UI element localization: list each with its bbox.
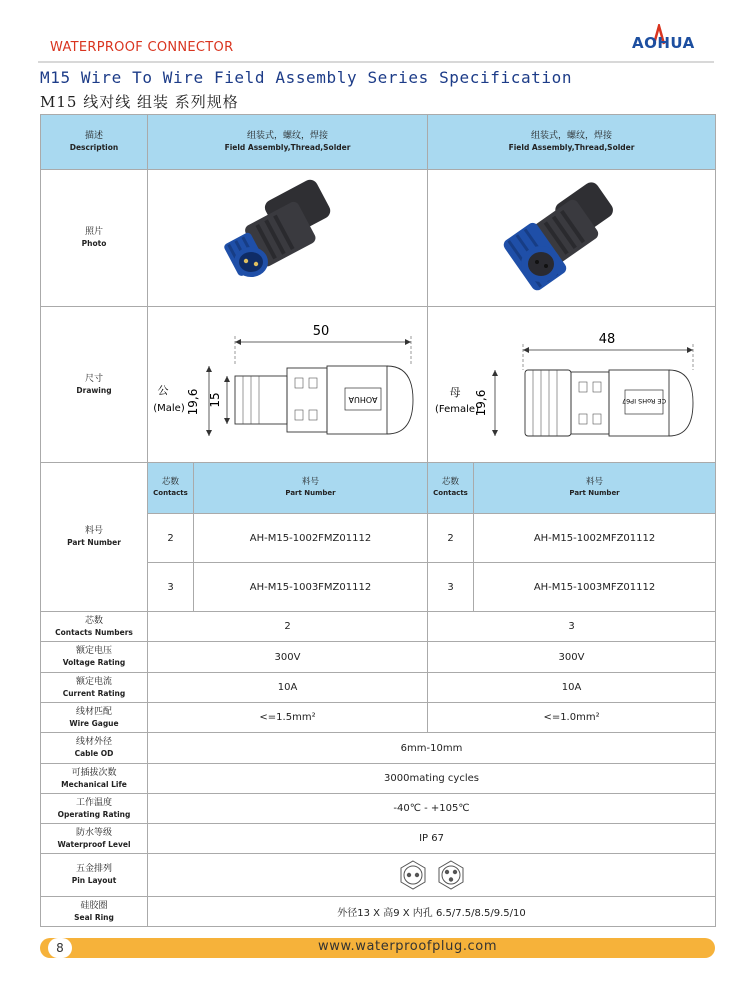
female-part-contacts: 3	[428, 563, 474, 612]
female-gender-en: (Female)	[434, 403, 479, 415]
pin-layout-value	[148, 854, 716, 897]
male-pn-header: 料号 Part Number	[194, 463, 428, 514]
male-drawing	[148, 307, 428, 463]
label-pin-layout: 五金排列 Pin Layout	[41, 854, 148, 897]
female-wire-gauge: <=1.0mm²	[428, 703, 716, 733]
male-part-contacts: 2	[148, 514, 194, 563]
male-connector-photo	[213, 178, 363, 298]
spec-table	[40, 114, 716, 927]
row-photo	[41, 170, 716, 307]
row-seal-ring	[41, 897, 716, 927]
label-op-temp: 工作温度 Operating Rating	[41, 794, 148, 824]
male-photo	[148, 170, 428, 307]
male-part-number: AH-M15-1002FMZ01112	[194, 514, 428, 563]
label-contacts-numbers: 芯数 Contacts Numbers	[41, 612, 148, 642]
female-current: 10A	[428, 673, 716, 703]
row-drawing	[41, 307, 716, 463]
row-op-temp	[41, 794, 716, 824]
male-length-dim: 50	[312, 323, 329, 339]
cable-od-value: 6mm-10mm	[148, 733, 716, 764]
female-contacts-numbers: 3	[428, 612, 716, 642]
seal-ring-value: 外径13 X 高9 X 内孔 6.5/7.5/8.5/9.5/10	[148, 897, 716, 927]
page-number: 8	[48, 938, 72, 958]
female-part-number: AH-M15-1003MFZ01112	[474, 563, 716, 612]
female-diameter-dim: 19,6	[473, 389, 488, 416]
male-voltage: 300V	[148, 642, 428, 673]
row-voltage	[41, 642, 716, 673]
website-link[interactable]: www.waterproofplug.com	[318, 939, 498, 954]
row-mech-life	[41, 764, 716, 794]
male-contacts-header: 芯数 Contacts	[148, 463, 194, 514]
female-voltage: 300V	[428, 642, 716, 673]
page-title-cn: M15 线对线 组装 系列规格	[40, 93, 239, 111]
label-photo: 照片 Photo	[41, 170, 148, 307]
female-contacts-header: 芯数 Contacts	[428, 463, 474, 514]
male-current: 10A	[148, 673, 428, 703]
female-photo	[428, 170, 716, 307]
male-part-number: AH-M15-1003FMZ01112	[194, 563, 428, 612]
pin-layout-2-icon	[398, 860, 428, 890]
male-gender-cn: 公	[157, 383, 168, 397]
female-drawing	[428, 307, 716, 463]
op-temp-value: -40℃ - +105℃	[148, 794, 716, 824]
female-part-number: AH-M15-1002MFZ01112	[474, 514, 716, 563]
male-description: 组装式，螺纹，焊接 Field Assembly,Thread,Solder	[148, 115, 428, 170]
label-part-number: 料号 Part Number	[41, 463, 148, 612]
row-cable-od	[41, 733, 716, 764]
female-dimension-drawing	[429, 310, 715, 460]
male-dimension-drawing	[149, 310, 427, 460]
category-label: WATERPROOF CONNECTOR	[50, 40, 234, 55]
label-description: 描述 Description	[41, 115, 148, 170]
waterproof-value: IP 67	[148, 824, 716, 854]
male-diameter-dim: 19,6	[185, 388, 200, 415]
male-gender-en: (Male)	[152, 402, 185, 414]
header-divider	[38, 61, 714, 63]
male-inner-dim: 15	[207, 391, 222, 408]
male-part-contacts: 3	[148, 563, 194, 612]
female-part-contacts: 2	[428, 514, 474, 563]
row-pin-layout	[41, 854, 716, 897]
row-part-number-header	[41, 463, 716, 514]
female-body-text: CE RoHS IP67	[621, 396, 666, 405]
label-wire-gauge: 线材匹配 Wire Gague	[41, 703, 148, 733]
female-connector-photo	[497, 178, 647, 298]
page-title: M15 Wire To Wire Field Assembly Series Specification	[40, 68, 573, 87]
label-voltage: 额定电压 Voltage Rating	[41, 642, 148, 673]
row-description	[41, 115, 716, 170]
mech-life-value: 3000mating cycles	[148, 764, 716, 794]
label-seal-ring: 硅胶圈 Seal Ring	[41, 897, 148, 927]
label-current: 额定电流 Current Rating	[41, 673, 148, 703]
row-wire-gauge	[41, 703, 716, 733]
female-length-dim: 48	[598, 331, 615, 347]
male-contacts-numbers: 2	[148, 612, 428, 642]
male-body-text: AOHUA	[348, 394, 377, 404]
female-description: 组装式，螺纹，焊接 Field Assembly,Thread,Solder	[428, 115, 716, 170]
label-waterproof: 防水等级 Waterproof Level	[41, 824, 148, 854]
brand-logo: AOHUA	[632, 34, 695, 52]
label-mech-life: 可插拔次数 Mechanical Life	[41, 764, 148, 794]
pin-layout-3-icon	[436, 860, 466, 890]
row-waterproof	[41, 824, 716, 854]
female-pn-header: 料号 Part Number	[474, 463, 716, 514]
row-contacts-numbers	[41, 612, 716, 642]
label-cable-od: 线材外径 Cable OD	[41, 733, 148, 764]
male-wire-gauge: <=1.5mm²	[148, 703, 428, 733]
label-drawing: 尺寸 Drawing	[41, 307, 148, 463]
row-current	[41, 673, 716, 703]
female-gender-cn: 母	[449, 385, 461, 399]
